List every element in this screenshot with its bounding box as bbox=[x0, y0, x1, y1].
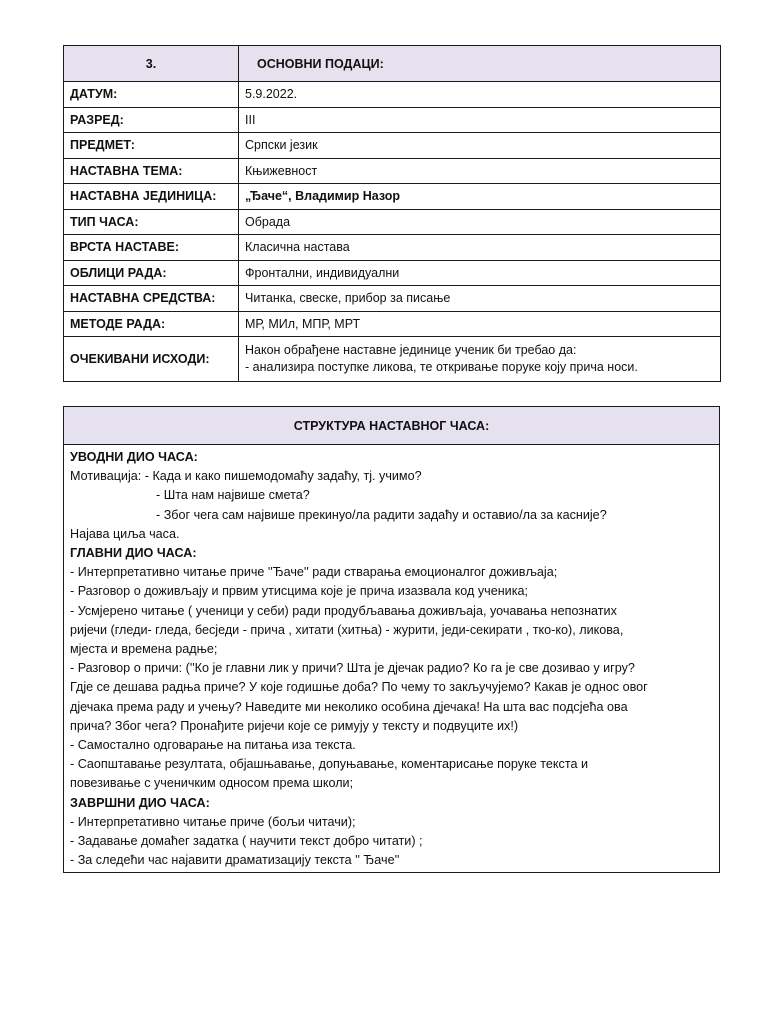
table-row bbox=[64, 158, 721, 184]
lesson-structure-table bbox=[63, 406, 720, 873]
structure-line: мјеста и времена радње; bbox=[70, 642, 218, 657]
row-value-grade: III bbox=[239, 107, 721, 133]
section-heading: ГЛАВНИ ДИО ЧАСА: bbox=[70, 546, 197, 561]
structure-line: - Разговор о причи: (''Ко је главни лик у причи? Шта је дјечак радио? Ко га је све дозивао у игру? bbox=[70, 661, 635, 676]
structure-line: - Због чега сам највише прекинуо/ла радити задаћу и оставио/ла за касније? bbox=[156, 507, 607, 522]
row-label-class-type: ТИП ЧАСА: bbox=[64, 209, 239, 235]
row-label-teaching-kind: ВРСТА НАСТАВЕ: bbox=[64, 235, 239, 261]
outcomes-line: - анализира поступке ликова, те откривање поруке коју прича носи. bbox=[245, 360, 638, 374]
structure-line: Најава циља часа. bbox=[70, 526, 180, 541]
structure-line: - Шта нам највише смета? bbox=[156, 488, 310, 503]
structure-line: прича? Због чега? Пронађите ријечи које се римују у тексту и подвуците их!) bbox=[70, 718, 519, 733]
structure-line: - Разговор о доживљају и првим утисцима које је прича изазвала код ученика; bbox=[70, 584, 529, 599]
table-row bbox=[64, 337, 721, 382]
row-value-subject: Српски језик bbox=[239, 133, 721, 159]
structure-header-row bbox=[64, 407, 720, 445]
row-value-outcomes bbox=[239, 337, 721, 382]
structure-line: - Усмјерено читање ( ученици у себи) ради продубљавања доживљаја, уочавања непознатих bbox=[70, 603, 617, 618]
table-row bbox=[64, 311, 721, 337]
row-value-methods: МР, МИл, МПР, МРТ bbox=[239, 311, 721, 337]
row-label-unit: НАСТАВНА ЈЕДИНИЦА: bbox=[64, 184, 239, 210]
structure-line: Гдје се дешава радња приче? У које годишње доба? По чему то закључујемо? Какав је однос овог bbox=[70, 680, 648, 695]
table-row bbox=[64, 184, 721, 210]
table-row bbox=[64, 235, 721, 261]
row-value-teaching-aids: Читанка, свеске, прибор за писање bbox=[239, 286, 721, 312]
structure-line: дјечака према раду и учењу? Наведите ми неколико особина дјечака! На шта вас подсјећа ова bbox=[70, 699, 628, 714]
row-value-teaching-kind: Класична настава bbox=[239, 235, 721, 261]
table-row bbox=[64, 209, 721, 235]
row-label-outcomes: ОЧЕКИВАНИ ИСХОДИ: bbox=[64, 337, 239, 382]
table-row bbox=[64, 133, 721, 159]
row-value-class-type: Обрада bbox=[239, 209, 721, 235]
structure-line: Мотивација: - Када и како пишемодомаћу задаћу, тј. учимо? bbox=[70, 469, 422, 484]
section-heading: УВОДНИ ДИО ЧАСА: bbox=[70, 450, 198, 464]
structure-line: - Интерпретативно читање приче (бољи читачи); bbox=[70, 814, 356, 829]
table-row bbox=[64, 260, 721, 286]
structure-line: - Интерпретативно читање приче ''Ђаче'' ради стварања емоционалгог доживљаја; bbox=[70, 565, 558, 580]
structure-line: - За следећи час најавити драматизацију текста '' Ђаче'' bbox=[70, 853, 400, 868]
structure-body-row bbox=[64, 445, 720, 873]
structure-line: - Задавање домаћег задатка ( научити текст добро читати) ; bbox=[70, 834, 423, 849]
lesson-number: 3. bbox=[64, 46, 239, 82]
row-value-unit: „Ђаче“, Владимир Назор bbox=[239, 184, 721, 210]
outcomes-line: Након обрађене наставне јединице ученик би требао да: bbox=[245, 343, 577, 357]
row-label-grade: РАЗРЕД: bbox=[64, 107, 239, 133]
row-label-methods: МЕТОДЕ РАДА: bbox=[64, 311, 239, 337]
structure-line: - Саопштавање резултата, објашњавање, допуњавање, коментарисање поруке текста и bbox=[70, 757, 588, 772]
structure-line: повезивање с ученичким односом према школи; bbox=[70, 776, 354, 791]
table-row bbox=[64, 82, 721, 108]
row-value-work-forms: Фронтални, индивидуални bbox=[239, 260, 721, 286]
row-label-teaching-aids: НАСТАВНА СРЕДСТВА: bbox=[64, 286, 239, 312]
row-label-theme: НАСТАВНА ТЕМА: bbox=[64, 158, 239, 184]
structure-line: ријечи (гледи- гледа, бесједи - прича , хитати (хитња) - журити, једи-секирати , тко-ко), ликова, bbox=[70, 622, 624, 637]
row-label-date: ДАТУМ: bbox=[64, 82, 239, 108]
section-heading: ЗАВРШНИ ДИО ЧАСА: bbox=[70, 795, 210, 810]
structure-title: СТРУКТУРА НАСТАВНОГ ЧАСА: bbox=[64, 407, 720, 445]
row-label-subject: ПРЕДМЕТ: bbox=[64, 133, 239, 159]
structure-line: - Самостално одговарање на питања иза текста. bbox=[70, 738, 356, 753]
basic-data-table bbox=[63, 45, 721, 382]
row-value-date: 5.9.2022. bbox=[239, 82, 721, 108]
table-row bbox=[64, 286, 721, 312]
row-label-work-forms: ОБЛИЦИ РАДА: bbox=[64, 260, 239, 286]
structure-body bbox=[64, 445, 720, 873]
basic-data-header-row bbox=[64, 46, 721, 82]
row-value-theme: Књижевност bbox=[239, 158, 721, 184]
table-row bbox=[64, 107, 721, 133]
basic-data-title: ОСНОВНИ ПОДАЦИ: bbox=[239, 46, 721, 82]
